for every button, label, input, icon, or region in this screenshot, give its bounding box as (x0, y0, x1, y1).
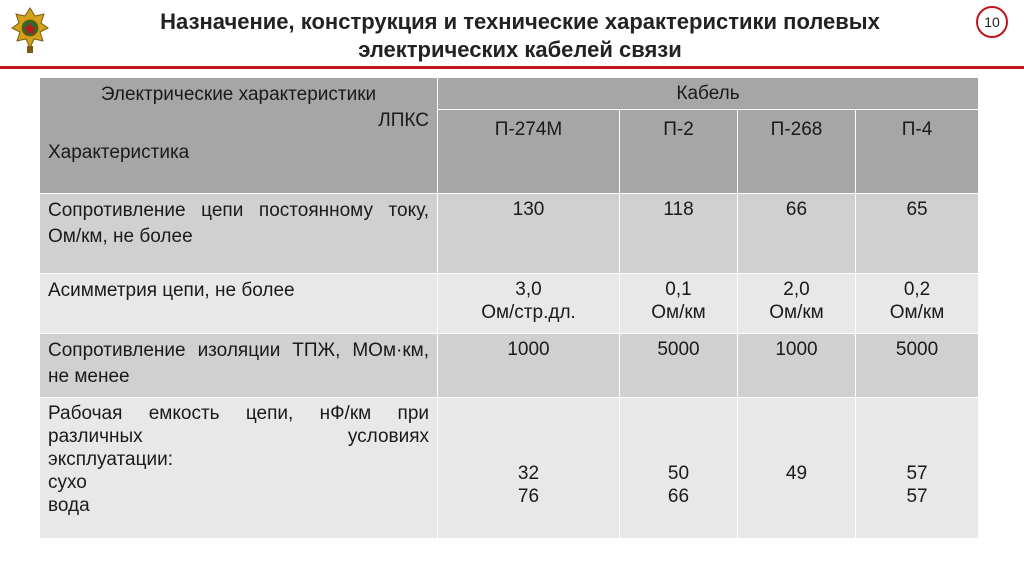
cell-wet: 57 (906, 486, 928, 507)
row-label-line: различных условиях (48, 426, 429, 447)
cell-unit: Ом/км (769, 302, 824, 323)
cell-value: 0,1 (665, 279, 692, 300)
table-cell: 130 (438, 194, 620, 274)
slide-title (90, 8, 950, 64)
page-number-badge (976, 6, 1008, 38)
cell-dry: 50 (667, 463, 690, 484)
table-cell: 5000 (620, 334, 738, 398)
cell-unit: Ом/км (889, 302, 945, 323)
table-cell: 65 (856, 194, 979, 274)
table-cell (438, 398, 620, 539)
cell-value: 2,0 (783, 279, 810, 300)
cable-spec-table (39, 77, 979, 539)
cell-dry: 32 (517, 463, 540, 484)
table-cell: 1000 (738, 334, 856, 398)
corner-left-label: Характеристика (48, 142, 190, 163)
cell-dry: 49 (785, 463, 808, 484)
table-cell: 66 (738, 194, 856, 274)
table-cell (438, 274, 620, 334)
title-divider (0, 66, 1024, 69)
column-header: П-2 (620, 110, 738, 194)
table-row (40, 194, 979, 274)
cell-value: 0,2 (903, 279, 931, 300)
table-cell (856, 274, 979, 334)
table-cell: 5000 (856, 334, 979, 398)
corner-header-cell (40, 78, 438, 194)
cell-wet: 76 (517, 486, 540, 507)
cell-value: 3,0 (515, 279, 542, 300)
title-line-2: электрических кабелей связи (358, 37, 682, 62)
table-cell (620, 274, 738, 334)
table-row (40, 274, 979, 334)
row-label: Сопротивление изоляции ТПЖ, МОм·км, не менее (40, 334, 438, 398)
row-label-line: сухо (48, 472, 87, 493)
cell-dry: 57 (906, 463, 928, 484)
corner-top-label: Электрические характеристики (100, 84, 377, 105)
corner-right-label: ЛПКС (378, 110, 429, 131)
row-label: Асимметрия цепи, не более (40, 274, 438, 334)
table-cell (620, 398, 738, 539)
row-label-line: эксплуатации: (48, 449, 173, 470)
title-line-1: Назначение, конструкция и технические характеристики полевых (160, 9, 880, 34)
row-label (40, 398, 438, 539)
emblem-icon (10, 6, 50, 54)
cell-unit: Ом/км (651, 302, 706, 323)
cell-unit: Ом/стр.дл. (481, 302, 576, 323)
table-cell (738, 274, 856, 334)
table-cell (738, 398, 856, 539)
column-header: П-4 (856, 110, 979, 194)
cell-wet: 66 (667, 486, 690, 507)
group-header-cell (438, 78, 979, 110)
page-number: 10 (984, 14, 1000, 30)
table-row (40, 398, 979, 539)
table-row (40, 334, 979, 398)
table-cell (856, 398, 979, 539)
row-label: Сопротивление цепи постоянному току, Ом/км, не более (40, 194, 438, 274)
table-header-row (40, 78, 979, 110)
row-label-line: вода (48, 495, 90, 516)
group-header-label: Кабель (676, 82, 740, 104)
column-header: П-268 (738, 110, 856, 194)
column-header: П-274М (438, 110, 620, 194)
row-label-line: Рабочая емкость цепи, нФ/км при (48, 403, 429, 424)
table-cell: 118 (620, 194, 738, 274)
table-cell: 1000 (438, 334, 620, 398)
